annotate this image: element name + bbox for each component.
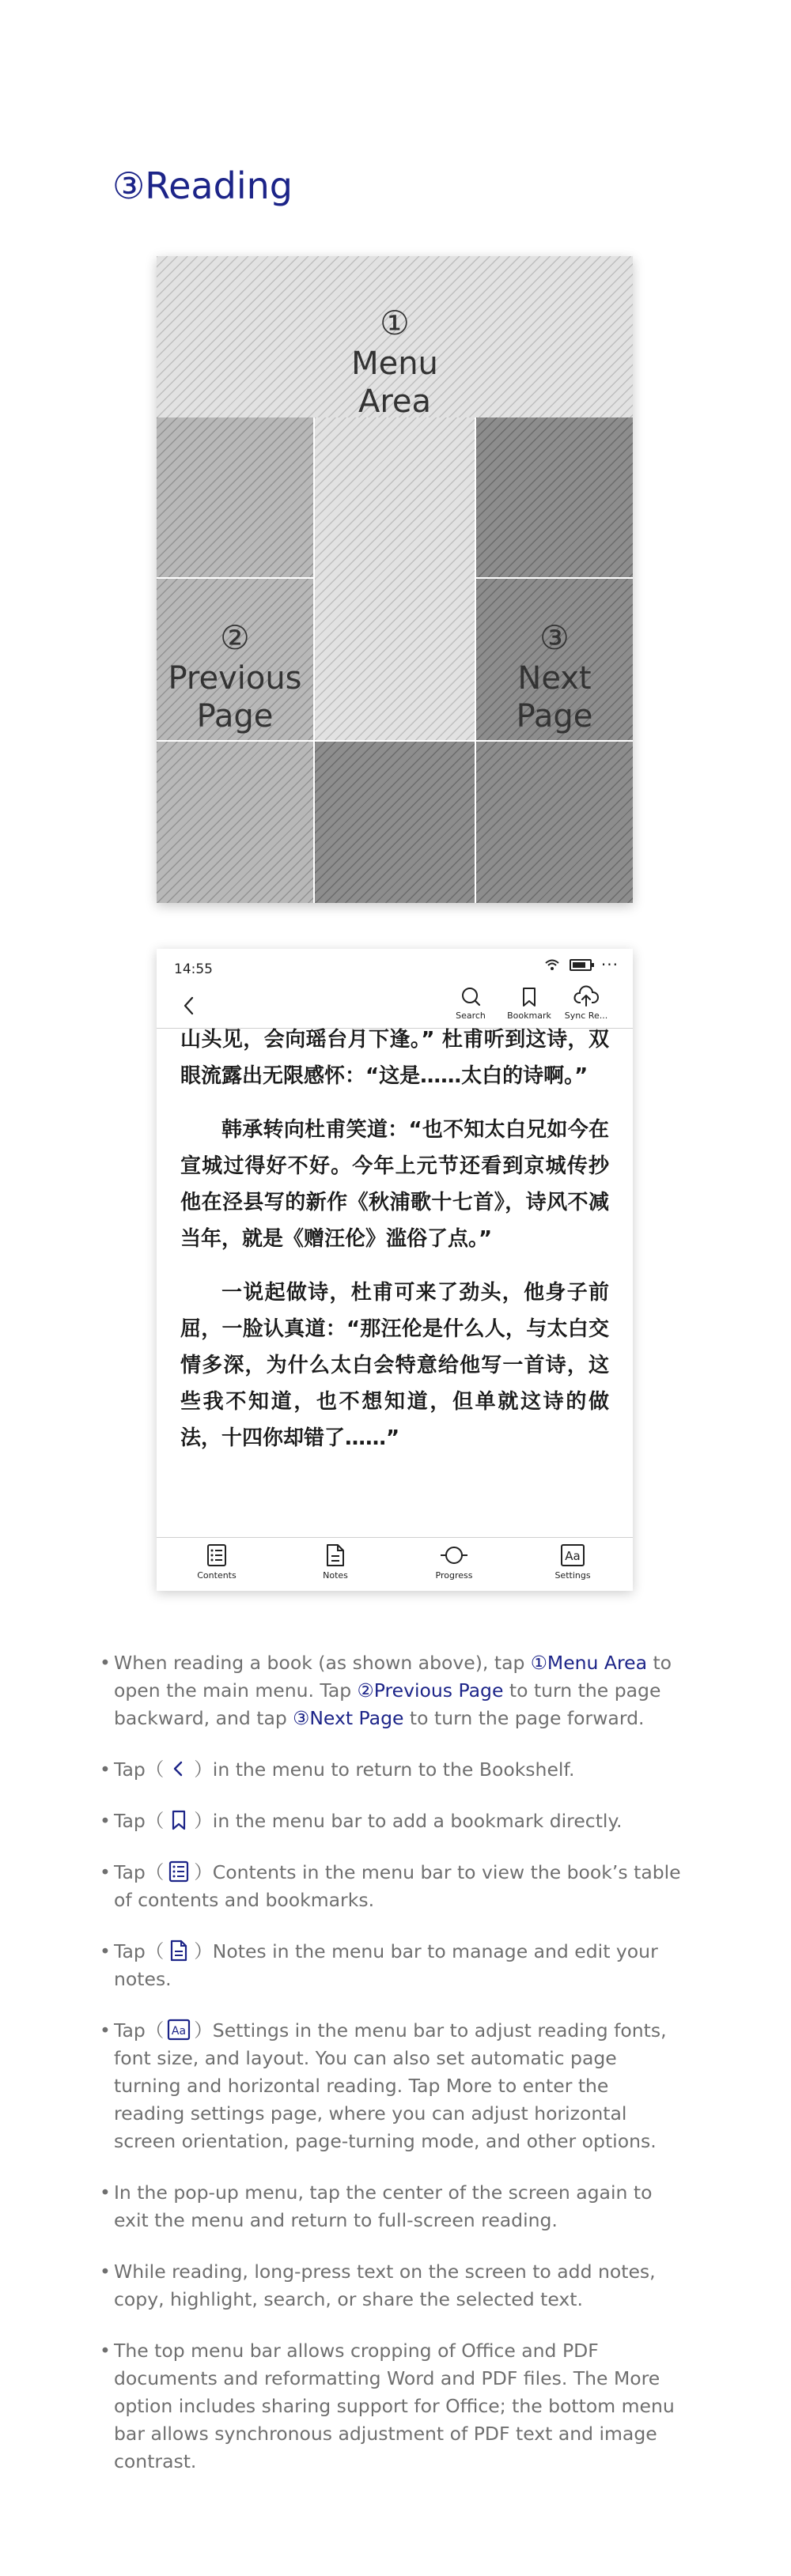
cloud-sync-icon xyxy=(573,985,599,1009)
reading-screen-mock xyxy=(157,949,633,1591)
list-item xyxy=(100,1649,682,1732)
menu-area-number: ① xyxy=(380,304,410,342)
notes-label: Notes xyxy=(323,1570,348,1581)
list-item xyxy=(100,1859,682,1914)
settings-icon xyxy=(166,2018,191,2042)
search-icon xyxy=(459,985,483,1009)
status-icons xyxy=(544,955,619,974)
contents-icon xyxy=(166,1860,191,1883)
previous-page-number: ② xyxy=(220,618,250,657)
bullet-text: Tap（ xyxy=(114,2019,165,2042)
bullet-text: ）in the menu to return to the Bookshelf. xyxy=(194,1758,575,1781)
top-tool-sync[interactable] xyxy=(557,985,615,1021)
list-item: • In the pop-up menu, tap the center of the screen again to exit the menu and return to full-screen reading. xyxy=(100,2179,682,2234)
list-item xyxy=(100,1756,682,1784)
reader-bottom-bar xyxy=(157,1537,633,1591)
reader-top-bar xyxy=(157,984,633,1028)
bullet-text: Tap（ xyxy=(114,1940,165,1962)
search-label: Search xyxy=(456,1010,486,1021)
sync-label: Sync Re... xyxy=(564,1010,608,1021)
top-tool-bookmark[interactable] xyxy=(500,985,558,1021)
tab-settings[interactable] xyxy=(533,1543,612,1581)
list-item xyxy=(100,1938,682,1993)
list-item xyxy=(100,2017,682,2155)
bullet-text: to turn the page backward, and tap xyxy=(114,1679,661,1729)
instructions-list xyxy=(100,1649,682,2499)
tab-contents[interactable] xyxy=(177,1543,256,1581)
reader-paragraph: 韩承转向杜甫笑道：“也不知太白兄如今在宣城过得好不好。今年上元节还看到京城传抄他在泾县写的新作《秋浦歌十七首》，诗风不减当年，就是《赠汪伦》滥俗了点。” xyxy=(180,1118,609,1251)
bullet-text: ）Contents in the menu bar to view the book’s table of contents and bookmarks. xyxy=(114,1861,681,1911)
svg-text:Aa: Aa xyxy=(565,1549,581,1563)
bullet-text: ）Notes in the menu bar to manage and edit your notes. xyxy=(114,1940,658,1990)
next-page-zone-top xyxy=(476,417,633,577)
menu-area-label xyxy=(157,302,633,421)
reader-paragraph: 一说起做诗，杜甫可来了劲头，他身子前屈，一脸认真道：“那汪伦是什么人，与太白交情多深，为什么太白会特意给他写一首诗，这些我不知道，也不想知道，但单就这诗的做法，十四你却错了……” xyxy=(180,1281,609,1450)
previous-page-link: ②Previous Page xyxy=(357,1679,504,1702)
svg-text:Aa: Aa xyxy=(172,2025,187,2038)
tab-progress[interactable] xyxy=(414,1543,494,1581)
bullet-text: to open the main menu. Tap xyxy=(114,1652,672,1702)
progress-icon xyxy=(440,1543,468,1568)
settings-icon xyxy=(560,1543,585,1568)
bullet-text: When reading a book (as shown above), tap xyxy=(114,1652,531,1674)
next-page-zone-bottom xyxy=(476,742,633,903)
next-page-label xyxy=(476,617,633,735)
bullet-text: Tap（ xyxy=(114,1861,165,1883)
next-page-number: ③ xyxy=(539,618,570,657)
back-chevron-icon xyxy=(166,1757,191,1781)
previous-page-text: Previous Page xyxy=(168,660,302,735)
bullet-text: ）in the menu bar to add a bookmark directly. xyxy=(194,1810,623,1832)
tab-notes[interactable] xyxy=(296,1543,375,1581)
next-page-text: Next Page xyxy=(516,660,593,735)
bullet-text: Tap（ xyxy=(114,1758,165,1781)
section-heading: ③Reading xyxy=(112,164,293,207)
battery-icon xyxy=(570,959,592,971)
previous-page-zone-bottom xyxy=(157,742,313,903)
bookmark-icon xyxy=(166,1808,191,1832)
next-page-link: ③Next Page xyxy=(293,1707,404,1729)
status-time: 14:55 xyxy=(174,961,213,977)
previous-page-label xyxy=(157,617,313,735)
back-chevron-icon[interactable] xyxy=(177,991,201,1020)
bookmark-icon xyxy=(517,985,541,1009)
progress-label: Progress xyxy=(435,1570,473,1581)
top-tool-search[interactable] xyxy=(441,985,500,1021)
more-dots-icon[interactable]: ··· xyxy=(600,955,619,974)
center-zone xyxy=(315,417,475,740)
settings-label: Settings xyxy=(554,1570,591,1581)
bullet-text: ）Settings in the menu bar to adjust reading fonts, font size, and layout. You can also set automatic page turning and horizontal reading. Tap More to enter the reading settings page, where you can adjust horizontal screen orientation, page-turning mode, and other options. xyxy=(114,2019,667,2152)
contents-label: Contents xyxy=(197,1570,237,1581)
tap-zone-diagram xyxy=(157,256,633,903)
contents-icon xyxy=(205,1543,229,1568)
reader-paragraph: 山头见，会向瑶台月下逢。” 杜甫听到这诗，双眼流露出无限感怀：“这是……太白的诗啊。” xyxy=(180,1028,609,1088)
menu-area-text: Menu Area xyxy=(351,346,438,420)
list-item xyxy=(100,1807,682,1835)
bookmark-label: Bookmark xyxy=(507,1010,551,1021)
bottom-center-zone xyxy=(315,742,475,903)
previous-page-zone-top xyxy=(157,417,313,577)
menu-area-link: ①Menu Area xyxy=(530,1652,647,1674)
bullet-text: Tap（ xyxy=(114,1810,165,1832)
notes-icon xyxy=(324,1543,347,1568)
bullet-text: to turn the page forward. xyxy=(403,1707,645,1729)
list-item: • While reading, long-press text on the screen to add notes, copy, highlight, search, or share the selected text. xyxy=(100,2258,682,2313)
wifi-icon xyxy=(544,958,560,971)
notes-icon xyxy=(166,1939,191,1962)
reader-text-area[interactable] xyxy=(180,1028,609,1537)
list-item: • The top menu bar allows cropping of Office and PDF documents and reformatting Word and PDF files. The More option includes sharing support for Office; the bottom menu bar allows synchronous adjustment of PDF text and image contrast. xyxy=(100,2337,682,2476)
